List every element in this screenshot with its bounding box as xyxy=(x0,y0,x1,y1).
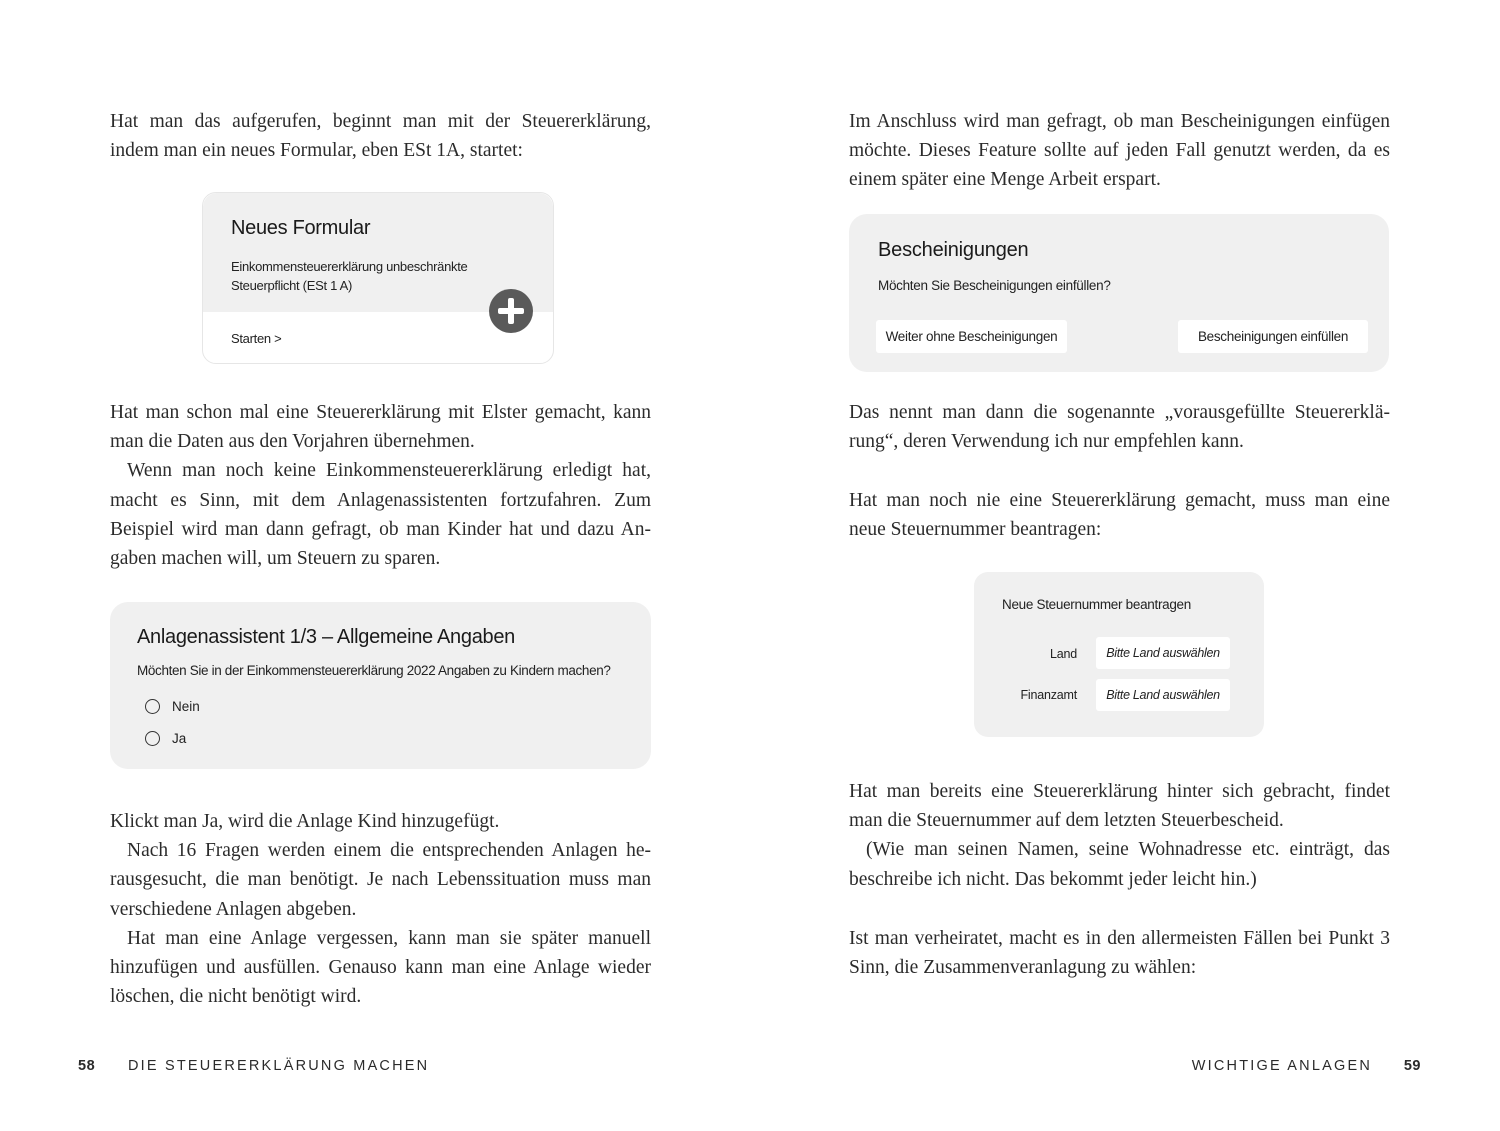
anlagenassistent-card xyxy=(110,602,651,769)
start-link[interactable]: Starten > xyxy=(231,331,282,346)
radio-label: Nein xyxy=(172,699,200,714)
land-label: Land xyxy=(1049,647,1077,661)
paragraph xyxy=(849,924,1390,982)
steuernummer-card xyxy=(974,572,1264,737)
text-line: man die Steuernummer auf dem letzten Steuerbescheid. xyxy=(849,810,1284,832)
radio-button-icon[interactable] xyxy=(145,699,160,714)
text-line: neue Steuernummer beantragen: xyxy=(849,519,1102,541)
paragraph xyxy=(849,107,1390,195)
card-title: Anlagenassistent 1/3 – Allgemeine Angaben xyxy=(137,626,515,648)
card-title: Neue Steuernummer beantragen xyxy=(1002,597,1191,612)
page-number: 59 xyxy=(1403,1058,1421,1074)
text-line: macht es Sinn, mit dem Anlagenassistenten fortzufahren. Zum xyxy=(110,489,651,511)
neues-formular-card[interactable] xyxy=(202,192,554,364)
radio-button-icon[interactable] xyxy=(145,731,160,746)
skip-certificates-button[interactable]: Weiter ohne Bescheinigungen xyxy=(876,320,1067,353)
text-line: indem man ein neues Formular, eben ESt 1A, startet: xyxy=(110,140,523,162)
text-line: Ist man verheiratet, macht es in den allermeisten Fällen bei Punkt 3 xyxy=(849,928,1390,949)
radio-option-nein[interactable] xyxy=(145,699,200,714)
fill-certificates-button[interactable]: Bescheinigungen einfüllen xyxy=(1178,320,1368,353)
land-select[interactable]: Bitte Land auswählen xyxy=(1096,637,1230,669)
card-question: Möchten Sie Bescheinigungen einfüllen? xyxy=(878,278,1111,293)
text-line: man die Daten aus den Vorjahren übernehmen. xyxy=(110,431,475,453)
text-line: rausgesucht, die man benötigt. Je nach Lebenssituation muss man xyxy=(110,869,651,891)
text-line: hinzufügen und ausfüllen. Genauso kann man eine Anlage wieder xyxy=(110,957,651,979)
text-line: beschreibe ich nicht. Das bekommt jeder leicht hin.) xyxy=(849,868,1257,890)
text-line: einem später eine Menge Arbeit erspart. xyxy=(849,169,1161,191)
finanzamt-label: Finanzamt xyxy=(1020,688,1077,702)
card-description xyxy=(231,257,491,295)
text-line: Hat man noch nie eine Steuererklärung gemacht, muss man eine xyxy=(849,490,1390,511)
text-line: Sinn, die Zusammenveranlagung zu wählen: xyxy=(849,957,1197,979)
text-line: Hat man das aufgerufen, beginnt man mit der Steuererklärung, xyxy=(110,111,651,132)
text-line: Hat man schon mal eine Steuererklärung mit Elster gemacht, kann xyxy=(110,402,651,423)
paragraph xyxy=(110,398,651,573)
text-line: Das nennt man dann die sogenannte „vorausgefüllte Steuererklä- xyxy=(849,402,1390,423)
right-page xyxy=(750,0,1500,1131)
text-line: Nach 16 Fragen werden einem die entsprechenden Anlagen he- xyxy=(127,840,651,862)
text-line: Im Anschluss wird man gefragt, ob man Bescheinigungen einfügen xyxy=(849,111,1390,132)
page-number: 58 xyxy=(78,1058,96,1074)
paragraph xyxy=(849,486,1390,544)
card-question: Möchten Sie in der Einkommensteuererklärung 2022 Angaben zu Kindern machen? xyxy=(137,663,611,678)
text-line: Hat man bereits eine Steuererklärung hinter sich gebracht, findet xyxy=(849,781,1390,802)
card-title: Neues Formular xyxy=(231,217,371,239)
card-title: Bescheinigungen xyxy=(878,239,1029,261)
running-header: DIE STEUERERKLÄRUNG MACHEN xyxy=(128,1058,430,1074)
text-line: gaben machen will, um Steuern zu sparen. xyxy=(110,548,441,570)
text-line: möchte. Dieses Feature sollte auf jeden Fall genutzt werden, da es xyxy=(849,140,1390,162)
plus-circle-icon[interactable] xyxy=(489,289,533,333)
paragraph xyxy=(849,777,1390,894)
text-line: Beispiel wird man dann gefragt, ob man Kinder hat und dazu An- xyxy=(110,518,651,540)
running-header: WICHTIGE ANLAGEN xyxy=(1191,1058,1372,1074)
text-line: rung“, deren Verwendung ich nur empfehlen kann. xyxy=(849,431,1244,453)
text-line: Klickt man Ja, wird die Anlage Kind hinzugefügt. xyxy=(110,811,500,832)
radio-label: Ja xyxy=(172,731,187,746)
paragraph xyxy=(110,807,651,1011)
description-line: Steuerpflicht (ESt 1 A) xyxy=(231,278,352,293)
bescheinigungen-card xyxy=(849,214,1389,372)
radio-option-ja[interactable] xyxy=(145,731,186,746)
text-line: (Wie man seinen Namen, seine Wohnadresse etc. einträgt, das xyxy=(866,839,1390,861)
paragraph xyxy=(849,398,1390,456)
text-line: löschen, die nicht benötigt wird. xyxy=(110,986,362,1008)
description-line: Einkommensteuererklärung unbeschränkte xyxy=(231,259,468,274)
text-line: Wenn man noch keine Einkommensteuererklärung erledigt hat, xyxy=(127,460,651,482)
text-line: verschiedene Anlagen abgeben. xyxy=(110,898,357,920)
finanzamt-select[interactable]: Bitte Land auswählen xyxy=(1096,679,1230,711)
text-line: Hat man eine Anlage vergessen, kann man sie später manuell xyxy=(127,927,651,949)
paragraph xyxy=(110,107,651,165)
